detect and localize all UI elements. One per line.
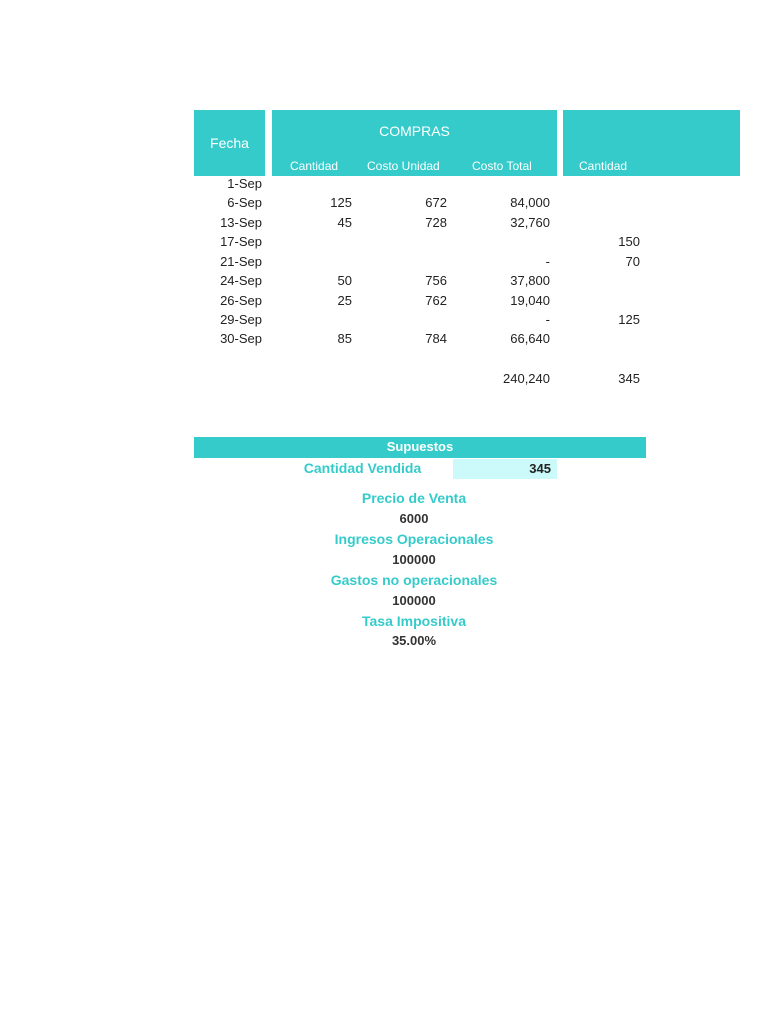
cantidad-vendida-value: 345 xyxy=(529,461,551,476)
cantidad-cell: 85 xyxy=(337,331,352,346)
costo-unidad-cell: 756 xyxy=(425,273,447,288)
table-row xyxy=(194,312,654,331)
fecha-header-label: Fecha xyxy=(210,135,249,151)
costo-total-cell: 37,800 xyxy=(510,273,550,288)
fecha-cell: 6-Sep xyxy=(227,195,262,210)
costo-total-cell: 32,760 xyxy=(510,215,550,230)
table-row xyxy=(194,331,654,350)
costo-total-cell: - xyxy=(545,312,550,327)
fecha-cell: 1-Sep xyxy=(227,176,262,191)
ventas-header xyxy=(563,110,740,176)
precio-venta-label: Precio de Venta xyxy=(361,490,467,506)
costo-unidad-cell: 728 xyxy=(425,215,447,230)
venta-cantidad-sum: 345 xyxy=(618,371,640,386)
compras-costo-total-header: Costo Total xyxy=(472,159,532,173)
table-row xyxy=(194,254,654,273)
costo-total-cell: 19,040 xyxy=(510,293,550,308)
costo-total-cell: 66,640 xyxy=(510,331,550,346)
table-row xyxy=(194,234,654,253)
tasa-impositiva-value: 35.00% xyxy=(391,633,437,648)
costo-unidad-cell: 762 xyxy=(425,293,447,308)
costo-total-cell: - xyxy=(545,254,550,269)
fecha-cell: 30-Sep xyxy=(220,331,262,346)
tasa-impositiva-label: Tasa Impositiva xyxy=(361,613,466,629)
supuestos-header: Supuestos xyxy=(194,437,646,458)
fecha-cell: 26-Sep xyxy=(220,293,262,308)
cantidad-cell: 50 xyxy=(337,273,352,288)
cantidad-cell: 125 xyxy=(330,195,352,210)
totals-row xyxy=(194,371,654,390)
precio-venta-value: 6000 xyxy=(399,511,429,526)
compras-title: COMPRAS xyxy=(379,123,450,139)
compras-header xyxy=(272,110,557,176)
fecha-cell: 17-Sep xyxy=(220,234,262,249)
table-row xyxy=(194,215,654,234)
table-row xyxy=(194,293,654,312)
cantidad-vendida-cell[interactable] xyxy=(453,459,557,479)
fecha-cell: 24-Sep xyxy=(220,273,262,288)
compras-costo-unidad-header: Costo Unidad xyxy=(367,159,440,173)
costo-unidad-cell: 784 xyxy=(425,331,447,346)
gastos-no-operacionales-value: 100000 xyxy=(392,593,436,608)
venta-cantidad-cell: 150 xyxy=(618,234,640,249)
ingresos-operacionales-value: 100000 xyxy=(392,552,436,567)
venta-cantidad-cell: 125 xyxy=(618,312,640,327)
fecha-cell: 29-Sep xyxy=(220,312,262,327)
table-row xyxy=(194,195,654,214)
gastos-no-operacionales-label: Gastos no operacionales xyxy=(330,572,498,588)
fecha-cell: 21-Sep xyxy=(220,254,262,269)
cantidad-cell: 25 xyxy=(337,293,352,308)
costo-unidad-cell: 672 xyxy=(425,195,447,210)
ingresos-operacionales-label: Ingresos Operacionales xyxy=(334,531,494,547)
cantidad-cell: 45 xyxy=(337,215,352,230)
costo-total-cell: 84,000 xyxy=(510,195,550,210)
costo-total-sum: 240,240 xyxy=(503,371,550,386)
table-row xyxy=(194,273,654,292)
ventas-cantidad-header: Cantidad xyxy=(579,159,628,173)
cantidad-vendida-label: Cantidad Vendida xyxy=(303,460,422,476)
fecha-cell: 13-Sep xyxy=(220,215,262,230)
table-row xyxy=(194,176,654,195)
venta-cantidad-cell: 70 xyxy=(625,254,640,269)
compras-cantidad-header: Cantidad xyxy=(290,159,339,173)
fecha-header xyxy=(194,110,265,176)
